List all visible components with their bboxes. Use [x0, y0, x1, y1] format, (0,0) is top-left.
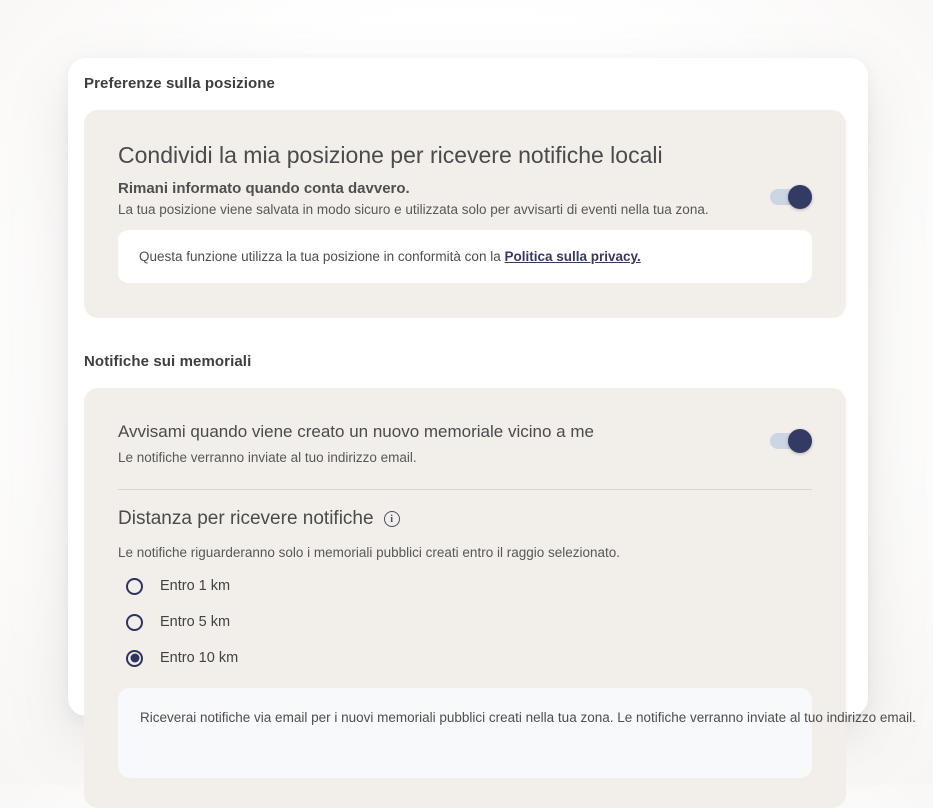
share-location-subtitle: Rimani informato quando conta davvero.: [118, 180, 410, 197]
toggle-knob: [788, 185, 812, 209]
memorial-alert-title: Avvisami quando viene creato un nuovo memoriale vicino a me: [118, 422, 594, 441]
radio-label: Entro 10 km: [160, 650, 239, 666]
privacy-policy-link[interactable]: Politica sulla privacy.: [504, 249, 641, 264]
footer-note-box: [118, 688, 916, 778]
privacy-note-prefix: Questa funzione utilizza la tua posizione in conformità con la: [139, 249, 505, 264]
radio-option-10km[interactable]: [126, 649, 238, 667]
location-panel: [84, 110, 846, 318]
distance-title: Distanza per ricevere notifiche: [118, 508, 374, 529]
divider: [118, 489, 812, 490]
memorial-alert-subtitle: Le notifiche verranno inviate al tuo indirizzo email.: [118, 450, 417, 465]
memorial-panel: [84, 388, 916, 808]
share-location-toggle[interactable]: [770, 189, 810, 205]
distance-radio-group: [126, 577, 238, 685]
privacy-note-text: [118, 249, 641, 264]
radio-label: Entro 5 km: [160, 614, 231, 630]
radio-circle-icon[interactable]: [126, 614, 143, 631]
radio-option-5km[interactable]: [126, 613, 238, 631]
footer-note-text: Riceverai notifiche via email per i nuovi memoriali pubblici creati nella tua zona. Le notifiche verranno inviate al tuo indirizzo email.: [140, 710, 916, 725]
distance-title-row: [118, 508, 400, 530]
radio-circle-icon[interactable]: [126, 578, 143, 595]
radio-circle-icon[interactable]: [126, 650, 143, 667]
toggle-knob: [788, 429, 812, 453]
memorial-alert-toggle[interactable]: [770, 433, 810, 449]
radio-option-1km[interactable]: [126, 577, 238, 595]
share-location-description: La tua posizione viene salvata in modo sicuro e utilizzata solo per avvisarti di eventi nella tua zona.: [118, 202, 709, 217]
share-location-title: Condividi la mia posizione per ricevere notifiche locali: [118, 142, 663, 168]
memorial-notifications-heading: Notifiche sui memoriali: [84, 353, 252, 370]
settings-card: [68, 58, 916, 725]
radio-label: Entro 1 km: [160, 578, 231, 594]
location-preferences-heading: Preferenze sulla posizione: [84, 75, 275, 92]
distance-description: Le notifiche riguarderanno solo i memoriali pubblici creati entro il raggio selezionato.: [118, 545, 621, 560]
privacy-note-box: [118, 230, 812, 283]
info-icon[interactable]: i: [384, 511, 400, 527]
